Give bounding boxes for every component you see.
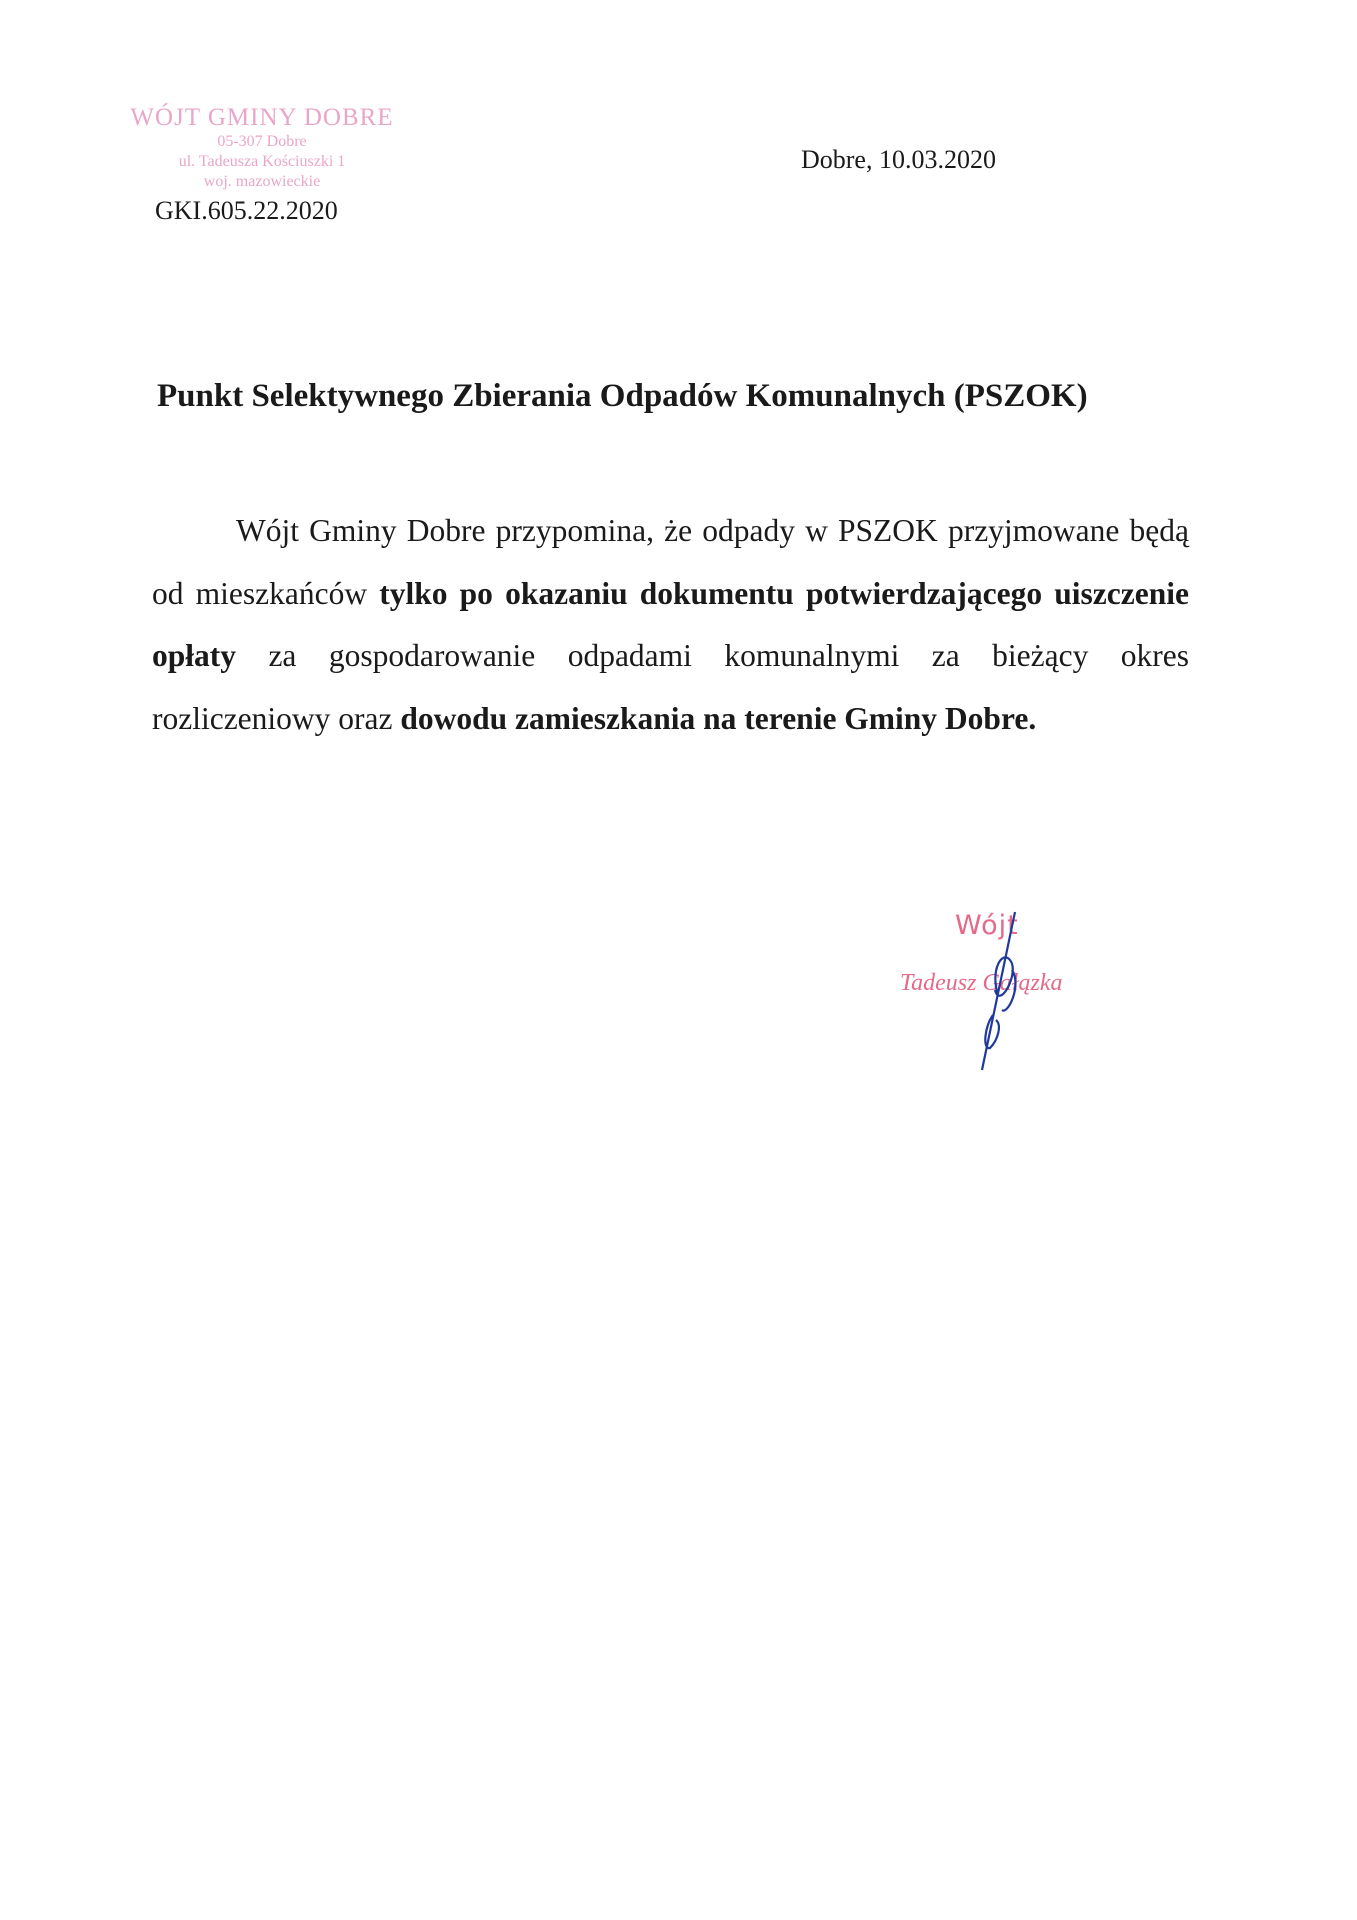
stamp-street: ul. Tadeusza Kościuszki 1 (178, 153, 346, 170)
body-bold: tylko po okazaniu dokumentu potwierdzającego uiszczenie opłaty (152, 575, 1189, 673)
body-text: Wójt Gminy Dobre przypomina, że odpady w PSZOK przyjmowane będą od mieszkańców (152, 513, 1189, 611)
reference-number: GKI.605.22.2020 (155, 196, 338, 225)
body-text: za gospodarowanie odpadami komunalnymi za bieżący okres rozliczeniowy oraz (152, 638, 1189, 736)
stamp-postcode: 05-307 Dobre (217, 133, 307, 150)
document-title: Punkt Selektywnego Zbierania Odpadów Komunalnych (PSZOK) (157, 378, 1088, 414)
stamp-title: WÓJT GMINY DOBRE (130, 104, 394, 131)
document-body (152, 500, 1189, 750)
signature-block (890, 900, 1110, 1080)
document-date: Dobre, 10.03.2020 (801, 145, 996, 174)
stamp-region: woj. mazowieckie (203, 173, 321, 190)
signature-name-stamp: Tadeusz Gałązka (900, 970, 1063, 996)
office-stamp (112, 104, 412, 192)
handwritten-signature-icon (890, 900, 1110, 1080)
signature-role-stamp: Wójt (955, 910, 1019, 941)
body-bold: dowodu zamieszkania na terenie Gminy Dobre. (400, 700, 1037, 736)
